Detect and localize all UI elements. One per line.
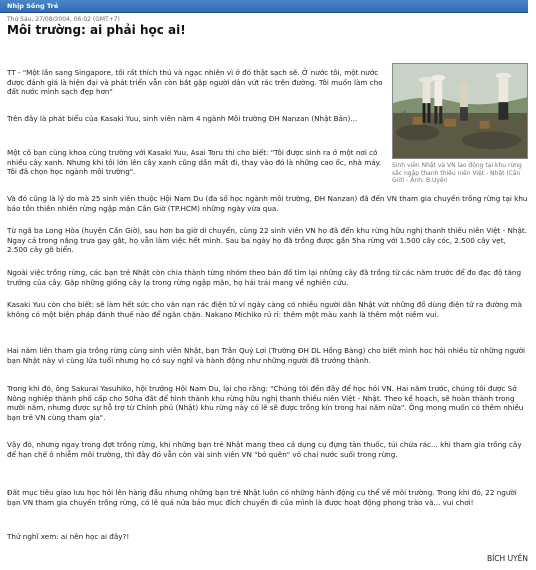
paragraph: Vậy đó, nhưng ngay trong đợt trồng rừng, khi những bạn trẻ Nhật mang theo cả dụng cụ đựng tàn thuốc, túi chứa rác... khi tham gia trồng cây để hạn chế ô nhiễm môi trường, thì đây đó vẫn còn vài sinh viên VN "bỏ quên" vỏ chai nước suối trong rừng.	[7, 440, 522, 459]
paragraph-lead: TT - "Một lần sang Singapore, tôi rất thích thú và ngạc nhiên vì ở đó thật sạch sẽ. Ở nước tôi, một nước được đánh giá là hiện đại và phát triển vẫn còn bắt gặp người dân vứt rác trên đường. Tôi muốn làm cho đất nước mình sạch đẹp hơn"	[7, 68, 383, 96]
paragraph: Ngoài việc trồng rừng, các bạn trẻ Nhật còn chia thành từng nhóm theo bán đồ tìm lại những cây đã trồng từ các năm trước để đo đạc độ tăng trưởng của cây. Gặp những giống cây lạ trong rừng ngập mặn, họ hái trái mang về nghiên cứu.	[7, 268, 522, 287]
paragraph: Trong khi đó, ông Sakurai Yasuhiko, hội trưởng Hội Nam Du, lại cho rằng: "Chúng tôi đến đây để học hỏi VN. Hai năm trước, chúng tôi được Sở Nông nghiệp thành phố cấp cho 50ha đất để hình thành khu rừng hữu nghị thanh thiếu niên Việt - Nhật. Theo kế hoạch, sẽ hoàn thành trong mười năm, nhưng được sự hỗ trợ từ Chính phủ (Nhật) khu rừng này có lẽ sẽ được trồng kín trong hai năm nữa". Ông mong muốn có thêm nhiều bạn trẻ VN cùng tham gia".	[7, 384, 524, 422]
paragraph: Và đó cũng là lý do mà 25 sinh viên thuộc Hội Nam Du (đa số học ngành môi trường, ĐH Nanzan) đã đến VN tham gia chuyến trồng rừng tại khu bảo tồn thiên nhiên rừng ngập mặn Cần Giờ (TP.HCM) những ngày vừa qua.	[7, 194, 528, 213]
article-photo-block	[392, 63, 528, 193]
article-title: Môi trường: ai phải học ai!	[7, 23, 186, 37]
article-date: Thứ Sáu, 27/08/2004, 06:02 (GMT+7)	[7, 16, 120, 23]
section-header-bar[interactable]	[0, 0, 528, 13]
article-author: BÍCH UYÊN	[486, 554, 528, 563]
paragraph-closing: Thử nghĩ xem: ai nên học ai đây?!	[7, 532, 130, 541]
photo-caption: Sinh viên Nhật và VN lao động tại khu rừng sắc ngập thanh thiếu niên Việt - Nhật (Cần Giờ) - Ảnh: B.Uyên	[392, 162, 522, 184]
article-photo	[392, 63, 528, 159]
paragraph: Kasaki Yuu còn cho biết: sẽ làm hết sức cho văn nạn rác điện tử ví ngày càng có nhiều người dân Nhật vứt những đồ dùng điện tử ra đường mà không có một biện pháp đánh thuế nào để ngăn chặn. Nakano Michiko rủ rỉ: thêm một màu xanh là thêm một niềm vui.	[7, 300, 522, 319]
paragraph: Một cô bạn cùng khoa cùng trường với Kasaki Yuu, Asai Toru thì cho biết: "Tôi được sinh ra ở một nơi có nhiều cây xanh. Nhưng khi tôi lớn lên cây xanh cũng dần mất đi, thay vào đó là những cao ốc, nhà máy. Tôi đã chọn học ngành môi trường".	[7, 148, 382, 176]
paragraph: Đất mục tiêu giao lưu học hỏi lên hàng đầu nhưng những bạn trẻ Nhật luôn có những hành động cụ thể về môi trường. Trong khi đó, 22 người bạn VN tham gia chuyến trồng rừng, có lẽ quá nửa bảo mục đích chuyến đi của mình là được hoạt động phong trào và... vui chơi!	[7, 488, 517, 507]
paragraph: Hai năm liên tham gia trồng rừng cùng sinh viên Nhật, bạn Trần Quý Lợi (Trường ĐH DL Hồng Bàng) cho biết mình học hỏi nhiều từ những người bạn Nhật này vì cùng lứa tuổi nhưng họ có suy nghĩ và hành động như những người đã trưởng thành.	[7, 346, 525, 365]
paragraph: Trên đây là phát biểu của Kasaki Yuu, sinh viên năm 4 ngành Môi trường ĐH Nanzan (Nhật Bản)...	[7, 114, 358, 123]
section-label[interactable]: Nhịp Sống Trẻ	[7, 2, 59, 10]
paragraph: Từ ngã ba Long Hòa (huyện Cần Giờ), sau hơn ba giờ di chuyển, cùng 22 sinh viên VN họ đã đến khu rừng hữu nghị thanh thiếu niên Việt - Nhật. Ngay cả trong nắng trưa gay gắt, họ vẫn làm việc hết mình. Sau ba ngày họ đã trồng được gần 5ha rừng với 1.500 cây cóc, 2.500 cây vẹt, 2.500 cây gõ biển.	[7, 226, 527, 254]
